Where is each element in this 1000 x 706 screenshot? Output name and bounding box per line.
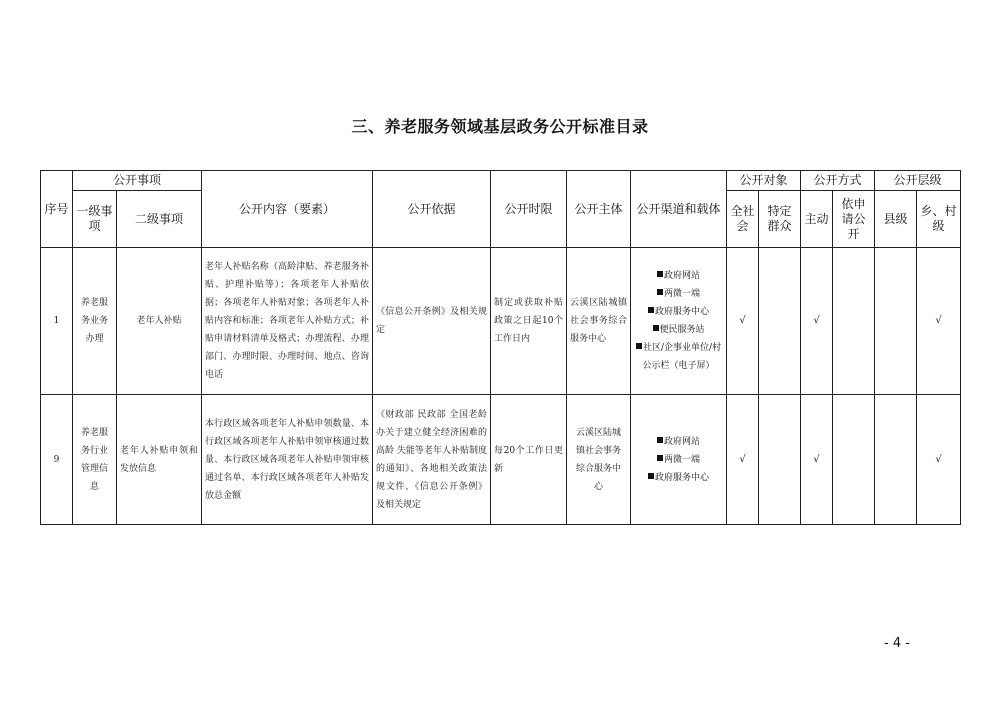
- row-content: 本行政区域各项老年人补贴申领数量、本行政区域各项老年人补贴申领审核通过数量、本行政区域各项老年人补贴申领审核通过名单、本行政区域各项老年人补贴发放总金额: [202, 395, 373, 525]
- channel-item: 社区/企事业单位/村公示栏（电子屏）: [634, 339, 723, 375]
- header-subject: 公开主体: [567, 171, 631, 248]
- square-bullet-icon: [657, 271, 663, 277]
- header-channels: 公开渠道和载体: [631, 171, 727, 248]
- check-level-county: [875, 395, 917, 525]
- header-time: 公开时限: [491, 171, 567, 248]
- header-items-group: 公开事项: [73, 171, 202, 191]
- check-level-town: √: [917, 248, 961, 395]
- square-bullet-icon: [648, 307, 654, 313]
- row-channels: [631, 395, 727, 525]
- check-level-town: √: [917, 395, 961, 525]
- channel-item: 便民服务站: [634, 321, 723, 339]
- row-level1: 养老服务行业管理信息: [73, 395, 117, 525]
- page-title: 三、养老服务领域基层政务公开标准目录: [351, 117, 649, 136]
- header-level-county: 县级: [875, 191, 917, 248]
- row-seq: 1: [41, 248, 73, 395]
- row-subject: 云溪区陆城镇社会事务综合服务中心: [567, 248, 631, 395]
- header-mode-request: 依申请公开: [833, 191, 875, 248]
- square-bullet-icon: [653, 325, 659, 331]
- catalog-table: [40, 170, 961, 525]
- channel-item: 两微一端: [634, 451, 723, 469]
- row-subject: 云溪区陆城镇社会事务综合服务中心: [567, 395, 631, 525]
- header-target-group: 公开对象: [727, 171, 801, 191]
- header-mode-group: 公开方式: [801, 171, 875, 191]
- row-time: 制定或获取补贴政策之日起10个工作日内: [491, 248, 567, 395]
- square-bullet-icon: [657, 437, 663, 443]
- header-mode-active: 主动: [801, 191, 833, 248]
- square-bullet-icon: [657, 455, 663, 461]
- check-target-all: √: [727, 248, 759, 395]
- header-level2: 二级事项: [117, 191, 202, 248]
- header-seq: 序号: [41, 171, 73, 248]
- check-target-all: √: [727, 395, 759, 525]
- channel-item: 政府服务中心: [634, 469, 723, 487]
- row-basis: 《信息公开条例》及相关规定: [373, 248, 491, 395]
- square-bullet-icon: [636, 343, 642, 349]
- check-mode-request: [833, 395, 875, 525]
- table-row: [41, 248, 961, 395]
- row-level2: 老年人补贴: [117, 248, 202, 395]
- header-level-town: 乡、村级: [917, 191, 961, 248]
- row-level2: 老年人补贴申领和发放信息: [117, 395, 202, 525]
- table-row: [41, 395, 961, 525]
- check-mode-active: √: [801, 395, 833, 525]
- row-content: 老年人补贴名称（高龄津贴、养老服务补贴、护理补贴等）；各项老年人补贴依据；各项老年人补贴对象；各项老年人补贴内容和标准；各项老年人补贴方式；补贴申请材料清单及格式；办理流程、办理部门、办理时限、办理时间、地点、咨询电话: [202, 248, 373, 395]
- header-level1: 一级事项: [73, 191, 117, 248]
- header-content: 公开内容（要素）: [202, 171, 373, 248]
- check-mode-request: [833, 248, 875, 395]
- channel-item: 两微一端: [634, 285, 723, 303]
- header-target-specific: 特定群众: [759, 191, 801, 248]
- row-time: 每20个工作日更新: [491, 395, 567, 525]
- row-basis: 《财政部 民政部 全国老龄办关于建立健全经济困难的高龄 失能等老年人补贴制度的通知》、各地相关政策法规文件、《信息公开条例》及相关规定: [373, 395, 491, 525]
- header-basis: 公开依据: [373, 171, 491, 248]
- square-bullet-icon: [657, 289, 663, 295]
- page-number: - 4 -: [884, 636, 910, 651]
- check-level-county: [875, 248, 917, 395]
- header-target-all: 全社会: [727, 191, 759, 248]
- row-channels: [631, 248, 727, 395]
- row-level1: 养老服务业务办理: [73, 248, 117, 395]
- check-target-specific: [759, 395, 801, 525]
- channel-item: 政府服务中心: [634, 303, 723, 321]
- row-seq: 9: [41, 395, 73, 525]
- check-mode-active: √: [801, 248, 833, 395]
- header-level-group: 公开层级: [875, 171, 961, 191]
- channel-item: 政府网站: [634, 267, 723, 285]
- square-bullet-icon: [648, 473, 654, 479]
- channel-item: 政府网站: [634, 433, 723, 451]
- check-target-specific: [759, 248, 801, 395]
